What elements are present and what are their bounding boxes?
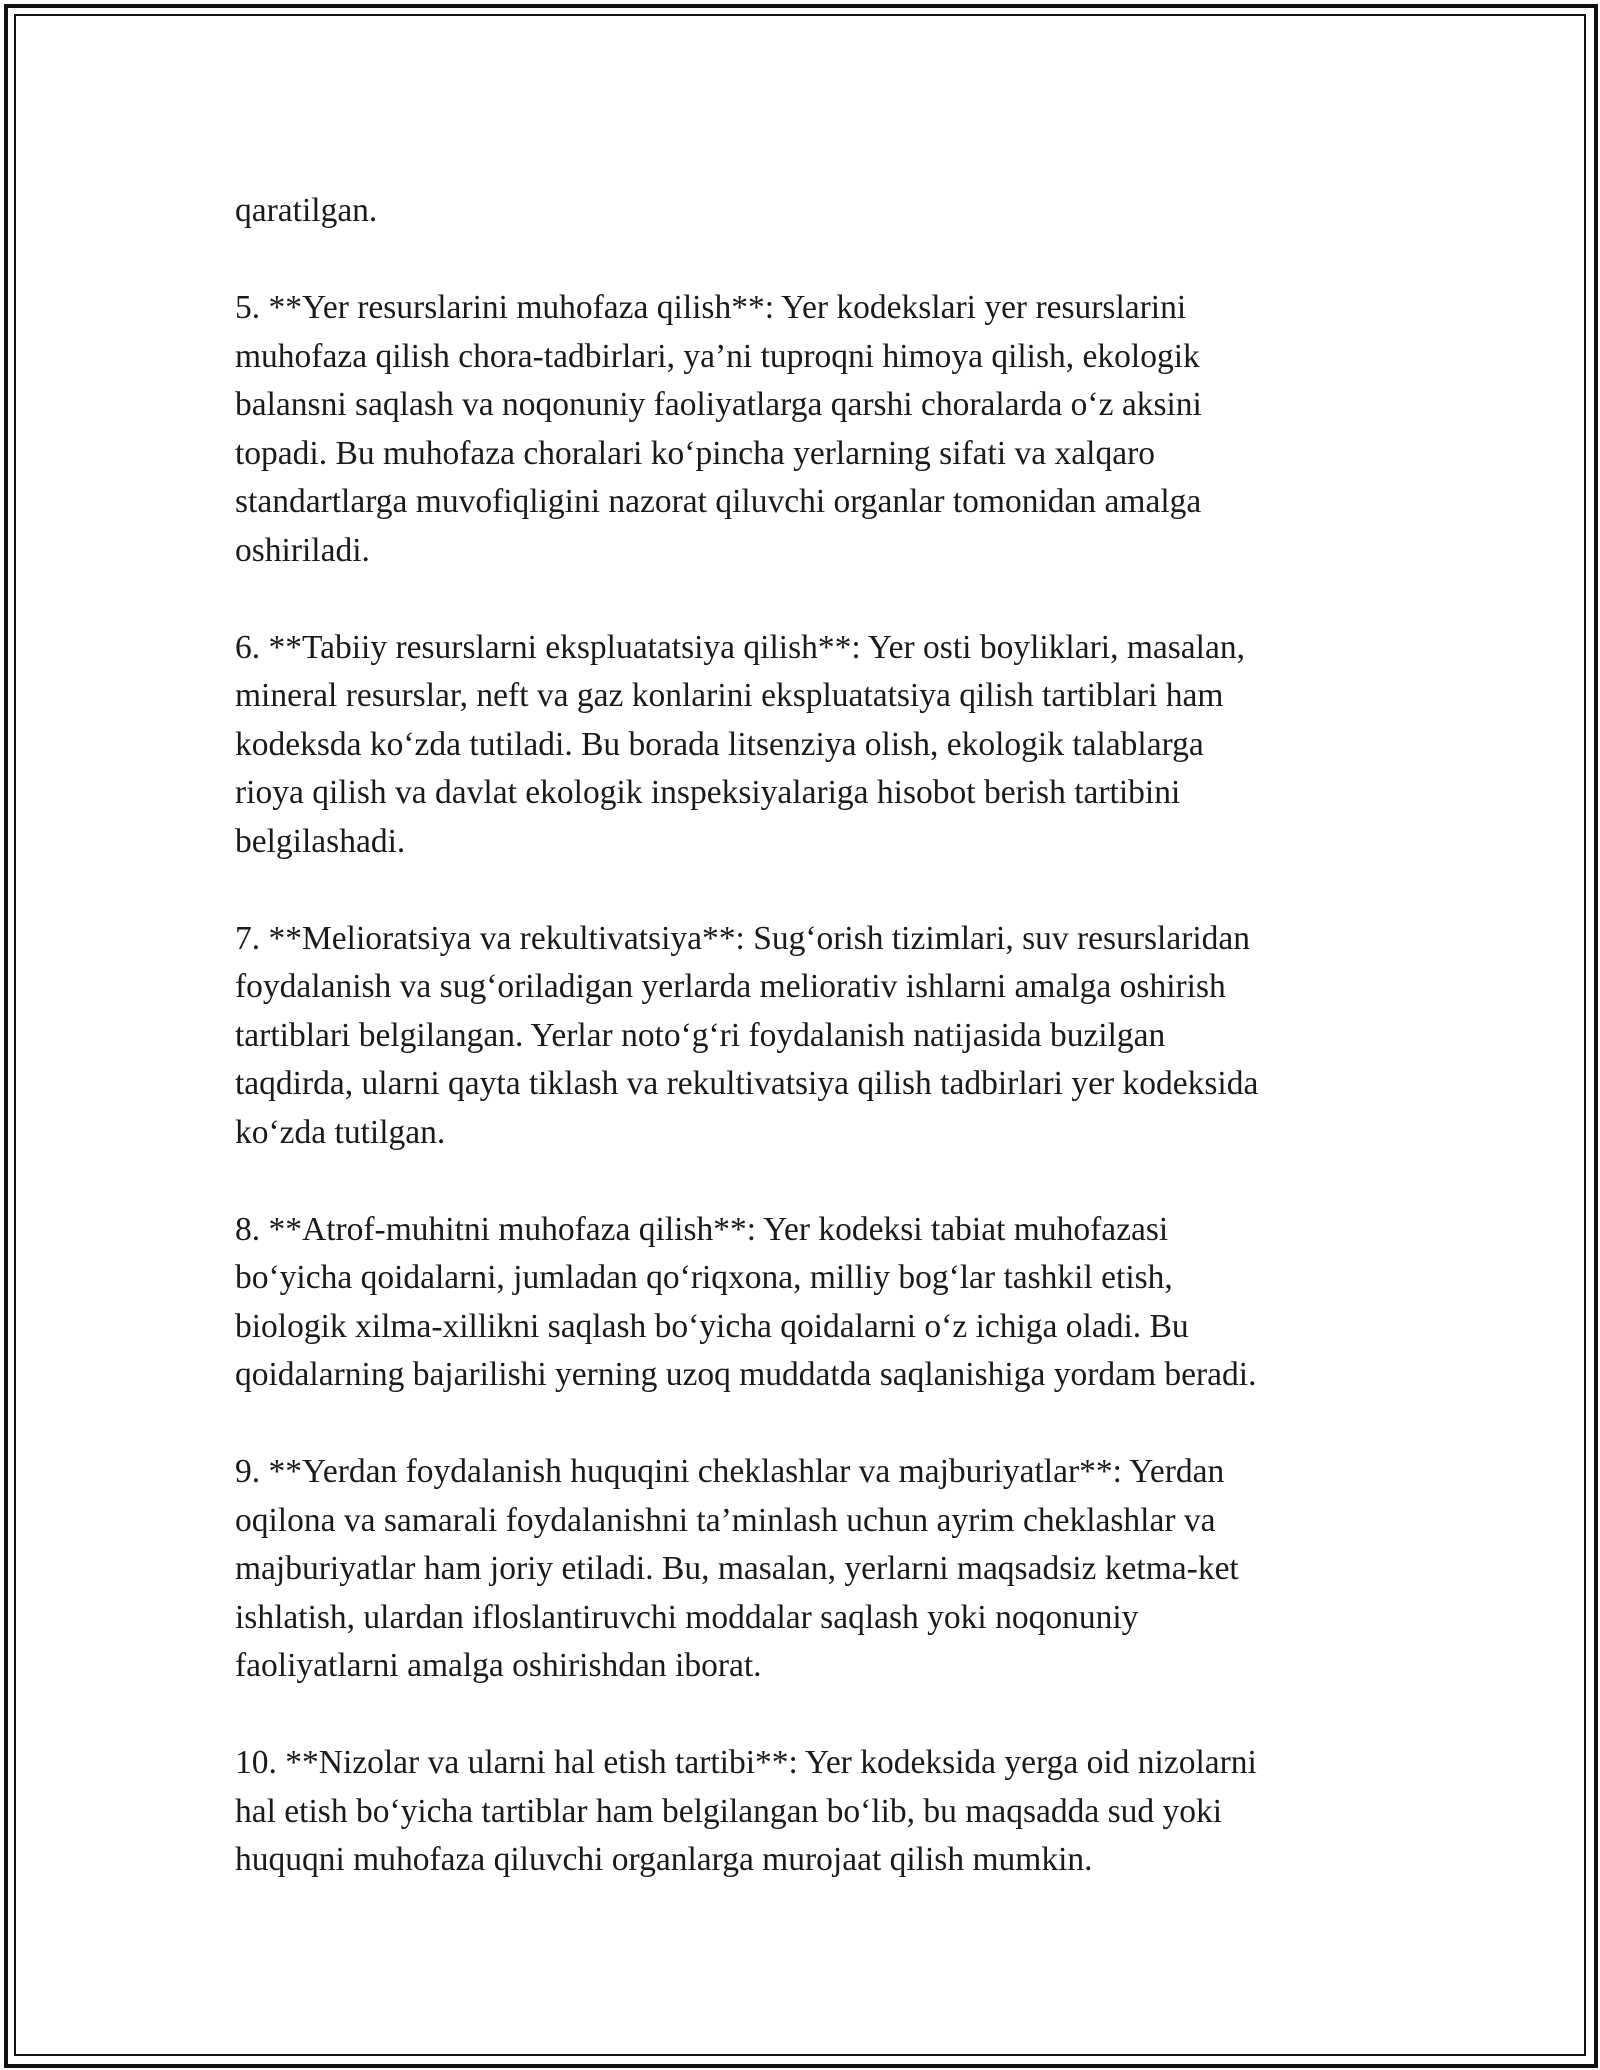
paragraph-item-7: 7. **Melioratsiya va rekultivatsiya**: Sug‘orish tizimlari, suv resurslaridan foydalanish va sug‘oriladigan yerlarda meliorativ ishlarni amalga oshirish tartiblari belgilangan. Yerlar noto‘g‘ri foydalanish natijasida buzilgan taqdirda, ularni qayta tiklash va rekultivatsiya qilish tadbirlari yer kodeksida ko‘zda tutilgan. xyxy=(235,919,1259,1151)
paragraph-continuation: qaratilgan. xyxy=(235,192,378,229)
paragraph-item-6: 6. **Tabiiy resurslarni ekspluatatsiya qilish**: Yer osti boyliklari, masalan, mineral resurslar, neft va gaz konlarini ekspluatatsiya qilish tartiblari ham kodeksda ko‘zda tutiladi. Bu borada litsenziya olish, ekologik talablarga rioya qilish va davlat ekologik inspeksiyalariga hisobot berish tartibini belgilashadi. xyxy=(235,628,1245,860)
paragraph-item-8: 8. **Atrof-muhitni muhofaza qilish**: Yer kodeksi tabiat muhofazasi bo‘yicha qoidalarni, jumladan qo‘riqxona, milliy bog‘lar tashkil etish, biologik xilma-xillikni saqlash bo‘yicha qoidalarni o‘z ichiga oladi. Bu qoidalarning bajarilishi yerning uzoq muddatda saqlanishiga yordam beradi. xyxy=(235,1210,1257,1393)
document-body xyxy=(235,187,1375,1885)
paragraph-item-9: 9. **Yerdan foydalanish huquqini cheklashlar va majburiyatlar**: Yerdan oqilona va samarali foydalanishni ta’minlash uchun ayrim cheklashlar va majburiyatlar ham joriy etiladi. Bu, masalan, yerlarni maqsadsiz ketma-ket ishlatish, ulardan ifloslantiruvchi moddalar saqlash yoki noqonuniy faoliyatlarni amalga oshirishdan iborat. xyxy=(235,1453,1239,1684)
paragraph-item-10: 10. **Nizolar va ularni hal etish tartibi**: Yer kodeksida yerga oid nizolarni hal etish bo‘yicha tartiblar ham belgilangan bo‘lib, bu maqsadda sud yoki huquqni muhofaza qiluvchi organlarga murojaat qilish mumkin. xyxy=(235,1744,1257,1878)
paragraph-item-5: 5. **Yer resurslarini muhofaza qilish**: Yer kodekslari yer resurslarini muhofaza qilish chora-tadbirlari, ya’ni tuproqni himoya qilish, ekologik balansni saqlash va noqonuniy faoliyatlarga qarshi choralarda o‘z aksini topadi. Bu muhofaza choralari ko‘pincha yerlarning sifati va xalqaro standartlarga muvofiqligini nazorat qiluvchi organlar tomonidan amalga oshiriladi. xyxy=(235,289,1202,569)
